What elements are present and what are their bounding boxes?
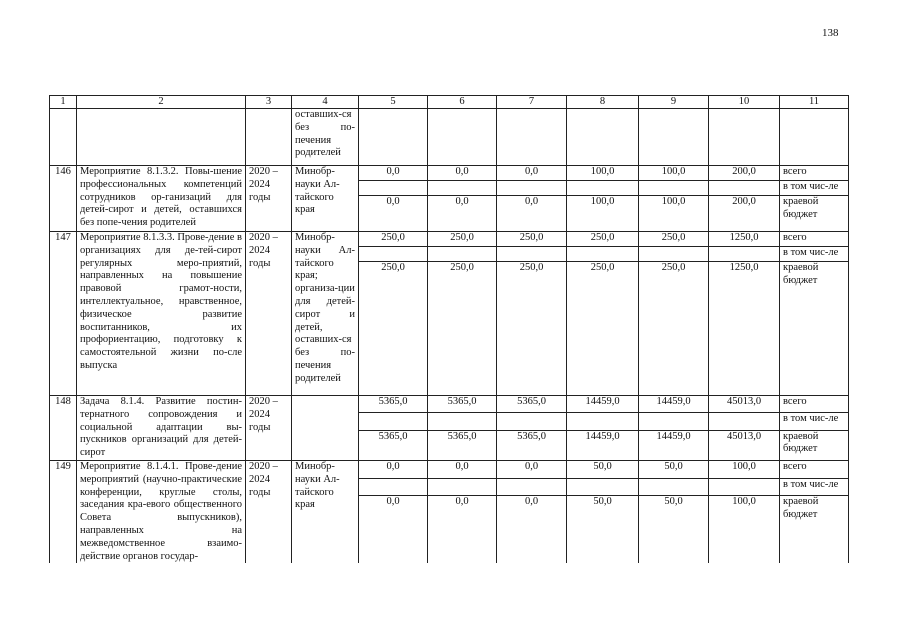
funding-label: в том чис-ле [780,478,849,496]
value-cell: 0,0 [359,196,428,232]
value-cell [639,181,709,196]
value-cell [428,413,497,430]
value-cell [428,181,497,196]
row-number: 147 [50,232,77,396]
value-cell: 1250,0 [709,232,780,247]
header-cell: 6 [428,96,497,109]
value-cell [359,413,428,430]
value-cell: 50,0 [639,460,709,478]
value-cell: 250,0 [639,232,709,247]
value-cell [567,478,639,496]
value-cell: 200,0 [709,196,780,232]
value-cell: 14459,0 [567,430,639,460]
table-row [50,232,849,247]
executor-cell [292,396,359,461]
activity-name: Мероприятие 8.1.3.3. Прове-дение в организациях для де-тей-сирот регулярных меро-приятий, направленных на повышение правовой грамот-ности, интеллектуальное, нравственное, физическое развитие воспитанников, их профориентацию, подготовку к самостоятельной жизни по-сле выпуска [77,232,246,396]
program-table [49,95,849,563]
value-cell: 100,0 [639,166,709,181]
activity-name: Мероприятие 8.1.4.1. Прове-дение мероприятий (научно-практические конференции, круглые столы, заседания кра-евого общественного Совета выпускников), направленных на межведомственное взаимо-действие органов государ- [77,460,246,563]
header-cell: 9 [639,96,709,109]
value-cell: 5365,0 [428,430,497,460]
value-cell [567,413,639,430]
value-cell: 5365,0 [359,396,428,413]
value-cell: 14459,0 [639,396,709,413]
header-cell: 11 [780,96,849,109]
value-cell: 0,0 [497,460,567,478]
funding-label: всего [780,396,849,413]
row-number: 146 [50,166,77,232]
value-cell: 45013,0 [709,430,780,460]
row-number: 149 [50,460,77,563]
value-cell: 50,0 [567,460,639,478]
value-cell [497,478,567,496]
funding-label: краевой бюджет [780,262,849,396]
funding-label: в том чис-ле [780,181,849,196]
value-cell: 0,0 [428,196,497,232]
value-cell [359,478,428,496]
value-cell [428,478,497,496]
value-cell: 0,0 [359,496,428,564]
value-cell: 14459,0 [639,430,709,460]
value-cell [709,181,780,196]
value-cell [428,247,497,262]
header-cell: 1 [50,96,77,109]
funding-label: в том чис-ле [780,247,849,262]
value-cell: 250,0 [428,232,497,247]
value-cell [709,247,780,262]
value-cell [359,247,428,262]
executor-cell: Минобр-науки Ал-тайского края [292,166,359,232]
executor-cell: оставших-ся без по-печения родителей [292,109,359,166]
value-cell: 50,0 [639,496,709,564]
header-row [50,96,849,109]
executor-cell: Минобр-науки Ал-тайского края [292,460,359,563]
row-number: 148 [50,396,77,461]
table-row [50,166,849,181]
funding-label: краевой бюджет [780,196,849,232]
value-cell: 45013,0 [709,396,780,413]
header-cell: 4 [292,96,359,109]
term-cell: 2020 – 2024 годы [246,460,292,563]
header-cell: 5 [359,96,428,109]
funding-label: в том чис-ле [780,413,849,430]
table-row [50,109,849,166]
value-cell [497,413,567,430]
header-cell: 2 [77,96,246,109]
value-cell: 50,0 [567,496,639,564]
table-row [50,396,849,413]
value-cell: 0,0 [497,166,567,181]
value-cell [497,247,567,262]
value-cell [497,181,567,196]
value-cell: 0,0 [497,496,567,564]
value-cell [639,413,709,430]
activity-name: Задача 8.1.4. Развитие постин-тернатного сопровождения и социальной адаптации вы-пускников организаций для детей-сирот [77,396,246,461]
value-cell: 250,0 [497,262,567,396]
value-cell [359,181,428,196]
value-cell: 250,0 [359,232,428,247]
value-cell [709,413,780,430]
page-number: 138 [822,27,839,39]
header-cell: 7 [497,96,567,109]
value-cell [639,247,709,262]
value-cell: 1250,0 [709,262,780,396]
value-cell: 0,0 [497,196,567,232]
value-cell: 100,0 [567,166,639,181]
value-cell: 5365,0 [428,396,497,413]
table-row [50,460,849,478]
funding-label: всего [780,460,849,478]
value-cell: 250,0 [359,262,428,396]
value-cell: 250,0 [567,262,639,396]
value-cell: 5365,0 [359,430,428,460]
value-cell: 0,0 [428,496,497,564]
value-cell: 0,0 [428,460,497,478]
value-cell: 100,0 [639,196,709,232]
value-cell: 100,0 [709,496,780,564]
term-cell: 2020 – 2024 годы [246,396,292,461]
value-cell: 250,0 [428,262,497,396]
value-cell: 200,0 [709,166,780,181]
value-cell [567,181,639,196]
value-cell: 250,0 [497,232,567,247]
funding-label: всего [780,166,849,181]
value-cell: 0,0 [359,460,428,478]
header-cell: 8 [567,96,639,109]
value-cell: 100,0 [567,196,639,232]
value-cell: 14459,0 [567,396,639,413]
value-cell [567,247,639,262]
value-cell: 5365,0 [497,430,567,460]
value-cell [639,478,709,496]
value-cell: 0,0 [359,166,428,181]
value-cell: 0,0 [428,166,497,181]
header-cell: 3 [246,96,292,109]
funding-label: всего [780,232,849,247]
term-cell: 2020 – 2024 годы [246,166,292,232]
value-cell: 250,0 [639,262,709,396]
header-cell: 10 [709,96,780,109]
value-cell: 5365,0 [497,396,567,413]
value-cell: 100,0 [709,460,780,478]
activity-name: Мероприятие 8.1.3.2. Повы-шение профессиональных компетенций сотрудников ор-ганизаций для детей-сирот и детей, оставшихся без попе-чения родителей [77,166,246,232]
value-cell [709,478,780,496]
funding-label: краевой бюджет [780,430,849,460]
executor-cell: Минобр-науки Ал-тайского края; организа-ции для детей-сирот и детей, оставших-ся без по-печения родителей [292,232,359,396]
value-cell: 250,0 [567,232,639,247]
term-cell: 2020 – 2024 годы [246,232,292,396]
funding-label: краевой бюджет [780,496,849,564]
